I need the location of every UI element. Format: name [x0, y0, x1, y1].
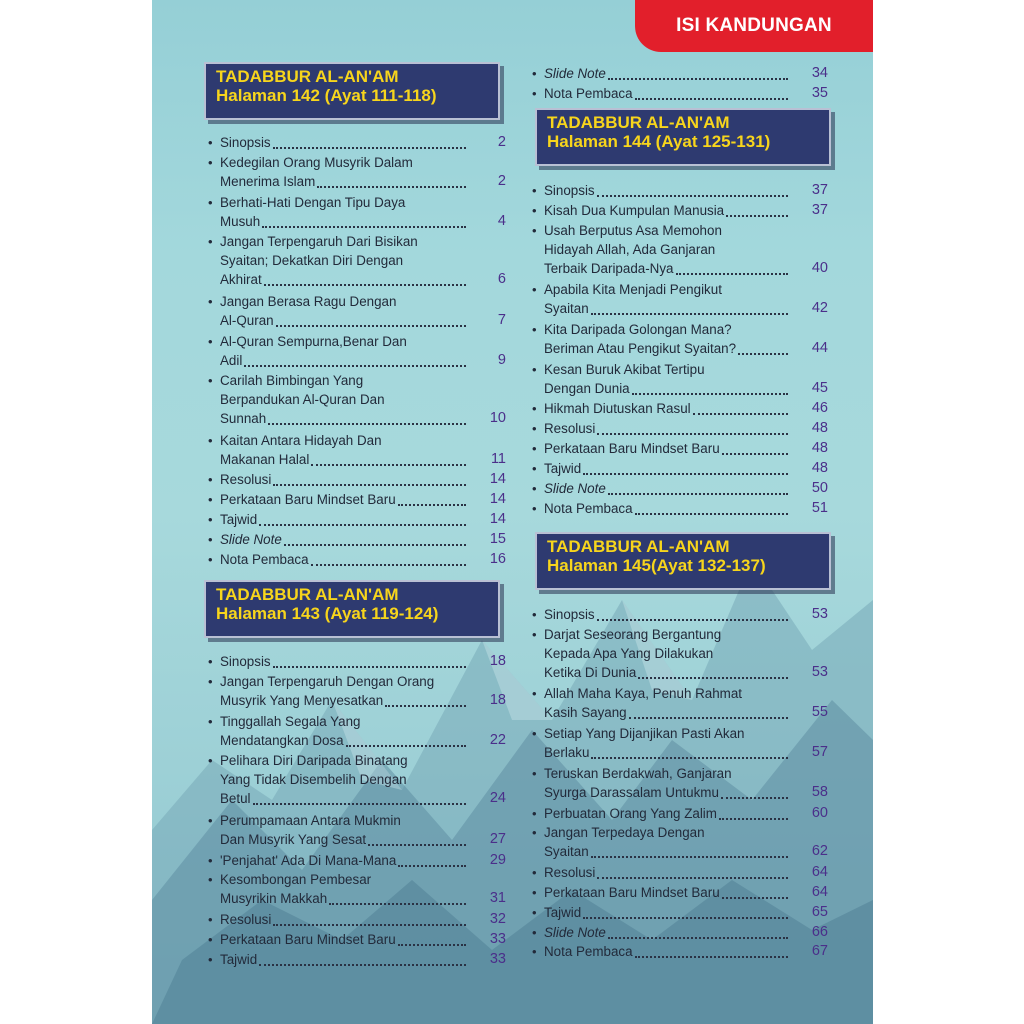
bullet-icon: •	[208, 154, 213, 170]
page-number: 53	[811, 663, 828, 680]
toc-entry-text: Ketika Di Dunia	[544, 664, 637, 680]
dot-leader	[276, 325, 466, 327]
dot-leader	[608, 78, 788, 80]
toc-entry-text: Kesombongan Pembesar	[220, 872, 372, 888]
page-number: 14	[489, 471, 506, 488]
toc-entry[interactable]	[208, 490, 506, 509]
bullet-icon: •	[208, 551, 213, 567]
dot-leader	[284, 544, 466, 546]
dot-leader	[638, 677, 788, 679]
toc-entry-text: Sinopsis	[220, 135, 271, 150]
bullet-icon: •	[208, 492, 213, 508]
dot-leader	[635, 98, 788, 100]
toc-entry-text: Al-Quran Sempurna,Benar Dan	[220, 333, 407, 349]
toc-entry[interactable]	[208, 751, 506, 808]
page-number: 14	[489, 491, 506, 508]
dot-leader	[273, 484, 466, 486]
toc-entry[interactable]	[208, 910, 506, 929]
page-number: 18	[489, 691, 506, 708]
page-number: 37	[811, 182, 828, 198]
bullet-icon: •	[208, 512, 213, 528]
toc-entry-text: Jangan Terpengaruh Dari Bisikan	[220, 234, 418, 250]
toc-entry-text: Jangan Terpedaya Dengan	[544, 825, 705, 841]
dot-leader	[632, 393, 788, 395]
toc-entry[interactable]	[208, 652, 506, 671]
bullet-icon: •	[532, 480, 537, 496]
toc-entry-text: Hidayah Allah, Ada Ganjaran	[544, 241, 716, 257]
toc-entry-text: Kasih Sayang	[544, 705, 627, 721]
page-number: 2	[497, 172, 506, 189]
toc-entry-text: Berpandukan Al-Quran Dan	[220, 392, 385, 408]
toc-entry-text: Jangan Berasa Ragu Dengan	[220, 293, 397, 309]
toc-entry-text: Slide Note	[544, 66, 606, 81]
bullet-icon: •	[532, 85, 537, 101]
toc-entry[interactable]	[532, 280, 828, 318]
toc-entry[interactable]	[532, 684, 828, 722]
toc-entry-text: Sinopsis	[544, 183, 595, 198]
toc-entry-text: Kesan Buruk Akibat Tertipu	[544, 361, 705, 377]
section-title: TADABBUR AL-AN'AM	[216, 585, 399, 604]
toc-entry-text: Tinggallah Segala Yang	[220, 713, 361, 729]
toc-entry[interactable]	[532, 320, 828, 358]
bullet-icon: •	[208, 812, 213, 828]
page-number: 35	[811, 84, 828, 101]
bullet-icon: •	[208, 951, 213, 967]
toc-entry-text: Setiap Yang Dijanjikan Pasti Akan	[544, 726, 745, 742]
toc-entry-text: Sinopsis	[220, 654, 271, 669]
dot-leader	[719, 818, 788, 820]
dot-leader	[273, 924, 466, 926]
dot-leader	[635, 956, 788, 958]
dot-leader	[676, 273, 789, 275]
bullet-icon: •	[532, 401, 537, 417]
section-subtitle: Halaman 142 (Ayat 111-118)	[216, 86, 437, 105]
toc-entry[interactable]	[208, 870, 506, 908]
page-number: 34	[811, 65, 828, 81]
toc-entry-text: Pelihara Diri Daripada Binatang	[220, 753, 408, 769]
bullet-icon: •	[532, 183, 537, 198]
page-number: 58	[811, 783, 828, 800]
page-number: 10	[489, 410, 506, 427]
dot-leader	[722, 897, 788, 899]
bullet-icon: •	[532, 765, 537, 781]
toc-entry-text: Mendatangkan Dosa	[220, 732, 344, 748]
toc-entry[interactable]	[532, 181, 828, 200]
toc-entry-text: Kaitan Antara Hidayah Dan	[220, 432, 382, 448]
bullet-icon: •	[532, 222, 537, 238]
section-header	[204, 580, 500, 638]
toc-entry[interactable]	[532, 64, 828, 83]
bullet-icon: •	[532, 500, 537, 516]
toc-entry[interactable]	[208, 193, 506, 231]
toc-entry[interactable]	[532, 399, 828, 418]
dot-leader	[726, 215, 788, 217]
dot-leader	[591, 856, 788, 858]
toc-entry-text: Tajwid	[220, 512, 258, 528]
dot-leader	[273, 666, 466, 668]
toc-entry[interactable]	[532, 804, 828, 823]
toc-entry-text: Berhati-Hati Dengan Tipu Daya	[220, 194, 406, 210]
toc-entry-text: Perkataan Baru Mindset Baru	[544, 884, 720, 900]
bullet-icon: •	[208, 654, 213, 669]
toc-entry-text: Carilah Bimbingan Yang	[220, 373, 364, 389]
toc-entry-text: Resolusi	[544, 865, 596, 881]
toc-entry[interactable]	[532, 883, 828, 902]
toc-entry[interactable]	[208, 232, 506, 289]
page-number: 27	[489, 830, 506, 847]
document-page	[152, 0, 873, 1024]
toc-entry[interactable]	[532, 201, 828, 220]
dot-leader	[368, 844, 466, 846]
toc-entry[interactable]	[208, 672, 506, 710]
toc-entry-text: Slide Note	[220, 532, 282, 547]
toc-entry[interactable]	[208, 133, 506, 152]
page-number: 7	[497, 311, 506, 328]
bullet-icon: •	[532, 321, 537, 337]
bullet-icon: •	[532, 202, 537, 218]
toc-entry-text: Slide Note	[544, 480, 606, 496]
toc-entry-text: Makanan Halal	[220, 451, 310, 467]
section-subtitle: Halaman 144 (Ayat 125-131)	[547, 132, 771, 151]
toc-entry[interactable]	[208, 332, 506, 370]
toc-entry[interactable]	[532, 459, 828, 478]
toc-entry[interactable]	[532, 479, 828, 498]
toc-entry-text: Terbaik Daripada-Nya	[544, 260, 674, 276]
toc-entry[interactable]	[208, 712, 506, 750]
page-number: 66	[811, 923, 828, 940]
bullet-icon: •	[208, 194, 213, 210]
toc-entry[interactable]	[532, 942, 828, 961]
toc-entry-text: Perkataan Baru Mindset Baru	[220, 931, 396, 947]
dot-leader	[346, 745, 466, 747]
toc-entry[interactable]	[532, 419, 828, 438]
bullet-icon: •	[532, 361, 537, 377]
page-number: 55	[811, 704, 828, 721]
dot-leader	[311, 464, 466, 466]
dot-leader	[591, 313, 788, 315]
bullet-icon: •	[208, 135, 213, 150]
toc-entry-text: Sunnah	[220, 411, 267, 427]
bullet-icon: •	[532, 441, 537, 457]
toc-entry[interactable]	[532, 439, 828, 458]
bullet-icon: •	[532, 924, 537, 940]
toc-entry[interactable]	[532, 903, 828, 922]
page-number: 51	[811, 499, 828, 516]
bullet-icon: •	[532, 282, 537, 298]
page-number: 64	[811, 864, 828, 881]
bullet-icon: •	[532, 607, 537, 622]
page-number: 31	[489, 890, 506, 907]
dot-leader	[317, 186, 466, 188]
dot-leader	[608, 937, 788, 939]
dot-leader	[583, 917, 788, 919]
toc-entry[interactable]	[208, 470, 506, 489]
toc-entry-text: Darjat Seseorang Bergantung	[544, 626, 722, 642]
toc-entry-text: Berlaku	[544, 745, 590, 761]
bullet-icon: •	[532, 884, 537, 900]
toc-entry-text: Resolusi	[544, 421, 596, 437]
toc-entry-text: Syaitan	[544, 844, 589, 860]
toc-entry-text: Kita Daripada Golongan Mana?	[544, 321, 732, 337]
page-number: 65	[811, 903, 828, 920]
dot-leader	[259, 964, 466, 966]
toc-entry[interactable]	[208, 950, 506, 969]
toc-entry-text: Syurga Darassalam Untukmu	[544, 784, 719, 800]
toc-entry-text: Adil	[220, 352, 243, 368]
bullet-icon: •	[208, 234, 213, 250]
toc-entry-text: Jangan Terpengaruh Dengan Orang	[220, 673, 435, 689]
toc-entry-text: Perkataan Baru Mindset Baru	[544, 441, 720, 457]
toc-entry[interactable]	[208, 371, 506, 428]
dot-leader	[268, 423, 466, 425]
toc-entry[interactable]	[532, 863, 828, 882]
toc-entry[interactable]	[532, 724, 828, 762]
dot-leader	[738, 353, 788, 355]
toc-entry-text: Yang Tidak Disembelih Dengan	[220, 772, 407, 788]
section-header	[535, 108, 831, 166]
page-number: 2	[497, 134, 506, 150]
toc-entry-text: Teruskan Berdakwah, Ganjaran	[544, 765, 732, 781]
page-number: 50	[811, 479, 828, 496]
dot-leader	[262, 226, 466, 228]
toc-entry[interactable]	[532, 221, 828, 278]
dot-leader	[722, 453, 788, 455]
bullet-icon: •	[208, 432, 213, 448]
dot-leader	[253, 803, 466, 805]
dot-leader	[398, 504, 466, 506]
dot-leader	[597, 195, 788, 197]
toc-entry-text: Kisah Dua Kumpulan Manusia	[544, 202, 725, 218]
bullet-icon: •	[532, 421, 537, 437]
page-number: 4	[497, 212, 506, 229]
toc-entry-text: Musuh	[220, 213, 261, 229]
toc-entry[interactable]	[532, 764, 828, 802]
page-number: 33	[489, 950, 506, 967]
dot-leader	[244, 365, 466, 367]
dot-leader	[264, 284, 466, 286]
page-number: 53	[811, 606, 828, 622]
dot-leader	[398, 944, 466, 946]
toc-entry[interactable]	[208, 811, 506, 849]
toc-entry[interactable]	[208, 851, 506, 870]
page-number: 18	[489, 653, 506, 669]
page-title: ISI KANDUNGAN	[635, 0, 873, 52]
toc-entry-text: Tajwid	[544, 904, 582, 920]
bullet-icon: •	[208, 912, 213, 928]
page-number: 48	[811, 420, 828, 437]
section-subtitle: Halaman 145(Ayat 132-137)	[547, 556, 766, 575]
toc-entry[interactable]	[532, 84, 828, 103]
toc-entry-text: Syaitan; Dekatkan Diri Dengan	[220, 253, 404, 269]
toc-entry-text: Betul	[220, 791, 251, 807]
toc-entry[interactable]	[532, 823, 828, 861]
bullet-icon: •	[208, 333, 213, 349]
bullet-icon: •	[208, 673, 213, 689]
page-number: 16	[489, 550, 506, 567]
toc-entry-text: 'Penjahat' Ada Di Mana-Mana	[220, 852, 397, 868]
section-header	[535, 532, 831, 590]
toc-entry-text: Musyrikin Makkah	[220, 891, 328, 907]
toc-entry[interactable]	[208, 153, 506, 191]
section-subtitle: Halaman 143 (Ayat 119-124)	[216, 604, 439, 623]
dot-leader	[721, 797, 788, 799]
bullet-icon: •	[208, 931, 213, 947]
page-number: 24	[489, 790, 506, 807]
toc-entry-text: Slide Note	[544, 924, 606, 940]
toc-entry-text: Perbuatan Orang Yang Zalim	[544, 805, 717, 821]
page-number: 33	[489, 930, 506, 947]
dot-leader	[311, 564, 466, 566]
toc-entry[interactable]	[532, 923, 828, 942]
toc-entry-text: Al-Quran	[220, 312, 274, 328]
dot-leader	[693, 413, 788, 415]
page-number: 14	[489, 511, 506, 528]
toc-entry-text: Resolusi	[220, 472, 272, 488]
bullet-icon: •	[208, 852, 213, 868]
page-number: 29	[489, 851, 506, 868]
toc-entry[interactable]	[532, 499, 828, 518]
dot-leader	[273, 147, 466, 149]
toc-entry-text: Nota Pembaca	[544, 944, 633, 960]
page-number: 40	[811, 259, 828, 276]
toc-entry-text: Kepada Apa Yang Dilakukan	[544, 645, 714, 661]
bullet-icon: •	[532, 865, 537, 881]
bullet-icon: •	[532, 66, 537, 81]
dot-leader	[259, 524, 466, 526]
toc-entry[interactable]	[208, 530, 506, 549]
page-number: 62	[811, 843, 828, 860]
bullet-icon: •	[208, 872, 213, 888]
toc-entry[interactable]	[208, 292, 506, 330]
bullet-icon: •	[208, 753, 213, 769]
page-number: 42	[811, 300, 828, 317]
dot-leader	[398, 865, 466, 867]
page-number: 57	[811, 744, 828, 761]
bullet-icon: •	[208, 373, 213, 389]
page-number: 48	[811, 459, 828, 476]
page-number: 44	[811, 339, 828, 356]
toc-entry-text: Nota Pembaca	[220, 551, 309, 567]
bullet-icon: •	[208, 532, 213, 547]
toc-entry-text: Beriman Atau Pengikut Syaitan?	[544, 340, 737, 356]
bullet-icon: •	[532, 904, 537, 920]
toc-entry-text: Syaitan	[544, 301, 589, 317]
page-number: 48	[811, 440, 828, 457]
toc-entry-text: Akhirat	[220, 272, 262, 288]
toc-entry[interactable]	[208, 431, 506, 469]
toc-entry-text: Perkataan Baru Mindset Baru	[220, 492, 396, 508]
toc-entry[interactable]	[532, 625, 828, 682]
section-header	[204, 62, 500, 120]
toc-entry-text: Nota Pembaca	[544, 85, 633, 101]
dot-leader	[385, 705, 466, 707]
bullet-icon: •	[532, 460, 537, 476]
toc-entry-text: Apabila Kita Menjadi Pengikut	[544, 282, 722, 298]
toc-entry[interactable]	[208, 550, 506, 569]
bullet-icon: •	[532, 626, 537, 642]
toc-entry[interactable]	[208, 930, 506, 949]
toc-entry-text: Tajwid	[544, 460, 582, 476]
page-number: 6	[497, 271, 506, 288]
section-title: TADABBUR AL-AN'AM	[216, 67, 399, 86]
page-number: 67	[811, 943, 828, 960]
page-number: 60	[811, 804, 828, 821]
dot-leader	[597, 877, 788, 879]
page-number: 64	[811, 883, 828, 900]
toc-entry-text: Usah Berputus Asa Memohon	[544, 222, 722, 238]
bullet-icon: •	[532, 686, 537, 702]
dot-leader	[629, 717, 788, 719]
dot-leader	[597, 433, 788, 435]
toc-entry[interactable]	[208, 510, 506, 529]
toc-entry-text: Perumpamaan Antara Mukmin	[220, 812, 401, 828]
toc-entry-text: Sinopsis	[544, 607, 595, 622]
section-title: TADABBUR AL-AN'AM	[547, 537, 730, 556]
section-title: TADABBUR AL-AN'AM	[547, 113, 730, 132]
bullet-icon: •	[532, 805, 537, 821]
toc-entry-text: Menerima Islam	[220, 173, 316, 189]
toc-entry[interactable]	[532, 605, 828, 624]
toc-entry-text: Dan Musyrik Yang Sesat	[220, 831, 367, 847]
toc-entry-text: Musyrik Yang Menyesatkan	[220, 692, 384, 708]
page-number: 11	[490, 450, 506, 467]
toc-entry-text: Dengan Dunia	[544, 380, 630, 396]
page-number: 9	[497, 351, 506, 368]
toc-entry-text: Tajwid	[220, 951, 258, 967]
page-number: 32	[489, 911, 506, 928]
bullet-icon: •	[532, 726, 537, 742]
page-number: 37	[811, 201, 828, 218]
bullet-icon: •	[208, 472, 213, 488]
toc-entry-text: Allah Maha Kaya, Penuh Rahmat	[544, 686, 743, 702]
toc-entry[interactable]	[532, 360, 828, 398]
dot-leader	[591, 757, 788, 759]
bullet-icon: •	[532, 825, 537, 841]
bullet-icon: •	[532, 944, 537, 960]
bullet-icon: •	[208, 713, 213, 729]
toc-entry-text: Hikmah Diutuskan Rasul	[544, 401, 691, 417]
page-number: 46	[811, 400, 828, 417]
toc-entry-text: Resolusi	[220, 912, 272, 928]
toc-entry-text: Nota Pembaca	[544, 500, 633, 516]
page-number: 15	[489, 531, 506, 547]
page-number: 45	[811, 379, 828, 396]
dot-leader	[597, 619, 788, 621]
toc-entry-text: Kedegilan Orang Musyrik Dalam	[220, 154, 413, 170]
dot-leader	[608, 493, 788, 495]
dot-leader	[583, 473, 788, 475]
page-number: 22	[489, 731, 506, 748]
bullet-icon: •	[208, 293, 213, 309]
dot-leader	[329, 903, 466, 905]
dot-leader	[635, 513, 788, 515]
